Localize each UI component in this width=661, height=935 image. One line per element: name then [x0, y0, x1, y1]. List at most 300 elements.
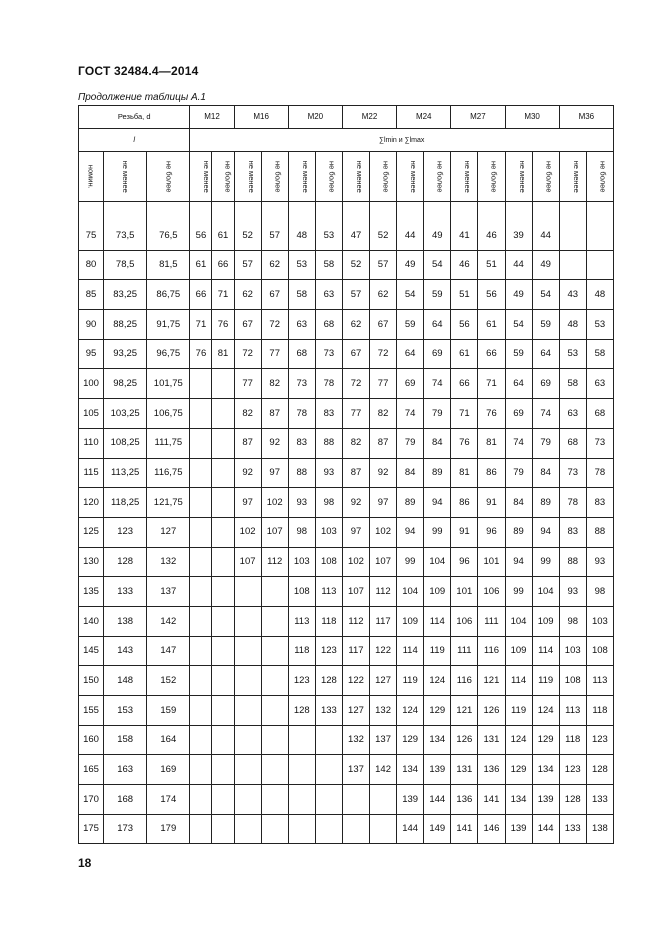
subheader-m22-min: не менее — [342, 152, 369, 202]
table-cell: 97 — [234, 488, 261, 518]
table-cell: 123 — [315, 636, 342, 666]
table-cell — [212, 814, 234, 844]
table-cell — [315, 814, 342, 844]
table-cell: 133 — [315, 696, 342, 726]
table-cell: 62 — [261, 250, 288, 280]
table-cell: 82 — [234, 399, 261, 429]
subheader-nomin: номин. — [79, 152, 104, 202]
table-cell: 141 — [451, 814, 478, 844]
table-cell: 54 — [397, 280, 424, 310]
table-cell: 99 — [532, 547, 559, 577]
table-cell: 98 — [586, 577, 613, 607]
table-cell — [234, 696, 261, 726]
thread-header-m36: M36 — [559, 106, 613, 129]
table-cell: 139 — [505, 814, 532, 844]
table-cell: 112 — [261, 547, 288, 577]
table-cell — [234, 814, 261, 844]
table-row — [79, 458, 614, 488]
table-cell — [212, 547, 234, 577]
table-row — [79, 310, 614, 340]
table-cell: 121,75 — [147, 488, 190, 518]
table-cell: 58 — [586, 339, 613, 369]
table-cell: 78 — [288, 399, 315, 429]
table-cell: 72 — [261, 310, 288, 340]
table-cell: 49 — [397, 250, 424, 280]
table-cell — [190, 458, 212, 488]
table-cell: 73 — [559, 458, 586, 488]
table-cell: 52 — [234, 221, 261, 250]
table-cell: 124 — [505, 725, 532, 755]
subheader-m30-max: не более — [532, 152, 559, 202]
table-row — [79, 428, 614, 458]
table-cell: 113,25 — [104, 458, 147, 488]
table-row — [79, 280, 614, 310]
subheader-m20-min: не менее — [288, 152, 315, 202]
table-row — [79, 488, 614, 518]
length-label-cell: l — [79, 129, 190, 152]
table-cell: 51 — [478, 250, 505, 280]
table-cell: 74 — [505, 428, 532, 458]
table-cell — [212, 577, 234, 607]
table-cell: 57 — [234, 250, 261, 280]
table-cell: 93,25 — [104, 339, 147, 369]
table-cell: 116 — [451, 666, 478, 696]
table-cell: 76 — [212, 310, 234, 340]
subheader-m20-max: не более — [315, 152, 342, 202]
table-row — [79, 725, 614, 755]
gap-cell — [397, 202, 424, 222]
table-cell: 63 — [315, 280, 342, 310]
table-cell — [190, 755, 212, 785]
table-cell: 77 — [261, 339, 288, 369]
table-cell: 76 — [478, 399, 505, 429]
table-cell: 118 — [288, 636, 315, 666]
table-cell: 119 — [424, 636, 451, 666]
table-cell — [190, 696, 212, 726]
table-cell: 69 — [532, 369, 559, 399]
table-cell — [288, 725, 315, 755]
table-cell: 106 — [478, 577, 505, 607]
table-cell: 142 — [370, 755, 397, 785]
table-cell: 134 — [532, 755, 559, 785]
table-cell: 61 — [451, 339, 478, 369]
table-cell: 107 — [342, 577, 369, 607]
table-cell — [315, 755, 342, 785]
subheader-m36-max: не более — [586, 152, 613, 202]
table-cell — [190, 666, 212, 696]
table-cell: 116 — [478, 636, 505, 666]
thread-header-m20: M20 — [288, 106, 342, 129]
table-cell: 56 — [451, 310, 478, 340]
table-cell: 107 — [261, 517, 288, 547]
table-cell: 114 — [505, 666, 532, 696]
table-cell: 93 — [586, 547, 613, 577]
dimensions-table — [78, 105, 614, 844]
table-cell: 87 — [261, 399, 288, 429]
table-cell: 87 — [370, 428, 397, 458]
table-cell: 127 — [147, 517, 190, 547]
table-cell: 136 — [478, 755, 505, 785]
table-cell: 82 — [261, 369, 288, 399]
table-cell: 79 — [397, 428, 424, 458]
table-cell: 57 — [370, 250, 397, 280]
table-cell: 62 — [342, 310, 369, 340]
subheader-m24-max: не более — [424, 152, 451, 202]
table-cell: 139 — [532, 785, 559, 815]
table-cell: 174 — [147, 785, 190, 815]
table-cell: 131 — [478, 725, 505, 755]
table-cell: 123 — [559, 755, 586, 785]
table-cell: 143 — [104, 636, 147, 666]
table-cell: 63 — [288, 310, 315, 340]
table-cell: 113 — [315, 577, 342, 607]
table-cell: 81 — [451, 458, 478, 488]
table-cell: 120 — [79, 488, 104, 518]
table-cell: 101 — [478, 547, 505, 577]
table-cell: 102 — [261, 488, 288, 518]
table-cell: 137 — [342, 755, 369, 785]
table-cell: 130 — [79, 547, 104, 577]
table-cell: 67 — [342, 339, 369, 369]
table-cell: 83 — [315, 399, 342, 429]
table-cell: 122 — [342, 666, 369, 696]
table-cell — [190, 725, 212, 755]
table-cell: 126 — [451, 725, 478, 755]
table-cell: 78 — [586, 458, 613, 488]
table-cell: 80 — [79, 250, 104, 280]
table-cell: 168 — [104, 785, 147, 815]
subheader-m22-max: не более — [370, 152, 397, 202]
table-cell: 61 — [190, 250, 212, 280]
table-cell: 59 — [424, 280, 451, 310]
table-cell: 84 — [532, 458, 559, 488]
gap-cell — [315, 202, 342, 222]
page-number: 18 — [78, 856, 92, 870]
table-cell: 59 — [397, 310, 424, 340]
table-cell: 108,25 — [104, 428, 147, 458]
table-cell: 56 — [478, 280, 505, 310]
table-row — [79, 517, 614, 547]
table-cell — [261, 696, 288, 726]
table-cell: 39 — [505, 221, 532, 250]
table-cell: 86 — [451, 488, 478, 518]
table-cell: 88,25 — [104, 310, 147, 340]
table-cell: 133 — [586, 785, 613, 815]
table-cell: 118 — [559, 725, 586, 755]
subheader-m36-min: не менее — [559, 152, 586, 202]
table-cell: 58 — [288, 280, 315, 310]
table-cell: 77 — [234, 369, 261, 399]
table-cell: 44 — [505, 250, 532, 280]
table-cell — [261, 725, 288, 755]
table-cell: 179 — [147, 814, 190, 844]
thread-header-m12: M12 — [190, 106, 234, 129]
table-row — [79, 814, 614, 844]
table-cell: 78,5 — [104, 250, 147, 280]
table-cell — [212, 517, 234, 547]
table-cell: 59 — [505, 339, 532, 369]
table-cell: 92 — [234, 458, 261, 488]
table-cell: 64 — [397, 339, 424, 369]
table-cell: 87 — [234, 428, 261, 458]
table-cell: 71 — [190, 310, 212, 340]
table-caption: Продолжение таблицы А.1 — [78, 92, 206, 103]
table-cell: 132 — [370, 696, 397, 726]
subheader-max: не более — [147, 152, 190, 202]
table-cell: 88 — [288, 458, 315, 488]
table-cell: 133 — [104, 577, 147, 607]
table-cell: 69 — [505, 399, 532, 429]
table-row — [79, 369, 614, 399]
table-cell: 79 — [424, 399, 451, 429]
table-cell: 75 — [79, 221, 104, 250]
table-cell: 87 — [342, 458, 369, 488]
table-cell — [234, 755, 261, 785]
gap-cell — [424, 202, 451, 222]
table-cell: 150 — [79, 666, 104, 696]
table-cell: 48 — [559, 310, 586, 340]
table-cell: 98 — [288, 517, 315, 547]
table-cell — [190, 606, 212, 636]
table-row — [79, 755, 614, 785]
table-cell — [234, 785, 261, 815]
table-cell: 111 — [451, 636, 478, 666]
table-cell: 128 — [315, 666, 342, 696]
table-cell: 94 — [505, 547, 532, 577]
table-cell: 58 — [315, 250, 342, 280]
table-cell — [190, 785, 212, 815]
table-cell — [261, 636, 288, 666]
table-cell: 64 — [424, 310, 451, 340]
gap-cell — [342, 202, 369, 222]
table-cell: 123 — [586, 725, 613, 755]
table-cell — [190, 577, 212, 607]
subheader-min: не менее — [104, 152, 147, 202]
subheader-m16-max: не более — [261, 152, 288, 202]
gap-cell — [451, 202, 478, 222]
table-cell: 119 — [397, 666, 424, 696]
header-row-threads — [79, 106, 614, 129]
table-cell: 146 — [478, 814, 505, 844]
table-cell: 64 — [532, 339, 559, 369]
table-row — [79, 547, 614, 577]
table-cell: 98 — [559, 606, 586, 636]
table-cell: 61 — [212, 221, 234, 250]
table-cell: 138 — [586, 814, 613, 844]
table-cell — [234, 606, 261, 636]
table-cell: 119 — [532, 666, 559, 696]
thread-header-m22: M22 — [342, 106, 396, 129]
table-cell: 103 — [315, 517, 342, 547]
table-cell: 66 — [190, 280, 212, 310]
table-cell: 142 — [147, 606, 190, 636]
table-cell — [234, 636, 261, 666]
table-cell — [190, 814, 212, 844]
table-cell: 128 — [586, 755, 613, 785]
table-cell: 169 — [147, 755, 190, 785]
table-cell: 68 — [586, 399, 613, 429]
table-cell: 76 — [451, 428, 478, 458]
table-cell — [261, 606, 288, 636]
table-cell — [234, 666, 261, 696]
table-cell: 108 — [288, 577, 315, 607]
table-cell: 136 — [451, 785, 478, 815]
table-cell — [212, 399, 234, 429]
table-cell: 124 — [397, 696, 424, 726]
table-cell: 111 — [478, 606, 505, 636]
table-cell: 56 — [190, 221, 212, 250]
table-cell — [261, 666, 288, 696]
table-cell: 133 — [559, 814, 586, 844]
table-cell: 134 — [424, 725, 451, 755]
table-cell: 82 — [370, 399, 397, 429]
table-cell: 68 — [288, 339, 315, 369]
table-cell — [559, 250, 586, 280]
table-cell: 122 — [370, 636, 397, 666]
subheader-m27-min: не менее — [451, 152, 478, 202]
table-cell: 173 — [104, 814, 147, 844]
thread-header-m24: M24 — [397, 106, 451, 129]
table-cell: 88 — [586, 517, 613, 547]
table-cell: 104 — [424, 547, 451, 577]
table-cell: 128 — [559, 785, 586, 815]
table-cell: 57 — [261, 221, 288, 250]
gap-cell — [261, 202, 288, 222]
table-cell: 71 — [478, 369, 505, 399]
table-cell: 83,25 — [104, 280, 147, 310]
gap-cell — [190, 202, 212, 222]
table-cell: 93 — [559, 577, 586, 607]
table-cell — [261, 814, 288, 844]
table-cell — [212, 488, 234, 518]
table-cell: 83 — [586, 488, 613, 518]
table-cell: 85 — [79, 280, 104, 310]
table-cell: 89 — [397, 488, 424, 518]
table-cell: 119 — [505, 696, 532, 726]
table-cell: 144 — [424, 785, 451, 815]
table-cell: 123 — [288, 666, 315, 696]
sum-label-cell: ∑lmin и ∑lmax — [190, 129, 614, 152]
table-cell: 116,75 — [147, 458, 190, 488]
table-cell: 63 — [559, 399, 586, 429]
table-cell: 109 — [532, 606, 559, 636]
header-row-subheaders — [79, 152, 614, 202]
table-cell: 57 — [342, 280, 369, 310]
table-cell — [212, 458, 234, 488]
table-cell: 76,5 — [147, 221, 190, 250]
table-cell: 53 — [586, 310, 613, 340]
table-cell: 81 — [212, 339, 234, 369]
thread-header-m30: M30 — [505, 106, 559, 129]
subheader-m24-min: не менее — [397, 152, 424, 202]
table-cell: 52 — [342, 250, 369, 280]
table-cell: 83 — [288, 428, 315, 458]
table-cell: 97 — [342, 517, 369, 547]
table-cell: 109 — [397, 606, 424, 636]
table-cell: 78 — [315, 369, 342, 399]
table-cell: 113 — [586, 666, 613, 696]
table-cell: 140 — [79, 606, 104, 636]
table-row — [79, 606, 614, 636]
table-cell: 48 — [288, 221, 315, 250]
table-cell: 147 — [147, 636, 190, 666]
table-cell: 94 — [424, 488, 451, 518]
table-cell — [288, 814, 315, 844]
subheader-m12-max: не более — [212, 152, 234, 202]
table-cell: 41 — [451, 221, 478, 250]
table-cell: 49 — [532, 250, 559, 280]
table-cell: 84 — [505, 488, 532, 518]
table-cell: 97 — [261, 458, 288, 488]
table-cell: 81,5 — [147, 250, 190, 280]
table-cell: 118 — [586, 696, 613, 726]
table-cell: 105 — [79, 399, 104, 429]
document-title: ГОСТ 32484.4—2014 — [78, 64, 199, 78]
table-cell: 92 — [261, 428, 288, 458]
table-cell — [190, 369, 212, 399]
subheader-m16-min: не менее — [234, 152, 261, 202]
table-cell: 51 — [451, 280, 478, 310]
table-cell: 90 — [79, 310, 104, 340]
table-cell: 159 — [147, 696, 190, 726]
table-cell: 163 — [104, 755, 147, 785]
table-cell: 88 — [559, 547, 586, 577]
table-cell: 49 — [424, 221, 451, 250]
gap-cell — [586, 202, 613, 222]
table-cell: 92 — [370, 458, 397, 488]
table-cell: 53 — [315, 221, 342, 250]
table-cell: 73,5 — [104, 221, 147, 250]
table-cell: 94 — [532, 517, 559, 547]
table-cell: 121 — [451, 696, 478, 726]
table-cell: 103,25 — [104, 399, 147, 429]
table-cell: 67 — [370, 310, 397, 340]
table-cell: 107 — [370, 547, 397, 577]
table-cell — [261, 755, 288, 785]
table-row — [79, 221, 614, 250]
table-cell — [212, 755, 234, 785]
table-cell: 63 — [586, 369, 613, 399]
table-cell: 104 — [532, 577, 559, 607]
table-cell: 89 — [532, 488, 559, 518]
table-row — [79, 696, 614, 726]
table-cell: 126 — [478, 696, 505, 726]
table-cell: 67 — [261, 280, 288, 310]
table-cell: 129 — [424, 696, 451, 726]
table-cell: 107 — [234, 547, 261, 577]
table-cell: 69 — [424, 339, 451, 369]
table-cell: 152 — [147, 666, 190, 696]
gap-cell — [559, 202, 586, 222]
table-cell — [234, 577, 261, 607]
table-cell: 112 — [370, 577, 397, 607]
table-cell: 77 — [370, 369, 397, 399]
table-cell — [342, 814, 369, 844]
table-cell: 97 — [370, 488, 397, 518]
table-cell — [559, 221, 586, 250]
table-cell: 145 — [79, 636, 104, 666]
subheader-m12-min: не менее — [190, 152, 212, 202]
table-cell: 158 — [104, 725, 147, 755]
table-cell: 74 — [397, 399, 424, 429]
table-cell: 101 — [451, 577, 478, 607]
table-cell: 139 — [397, 785, 424, 815]
table-cell — [261, 785, 288, 815]
table-cell: 46 — [451, 250, 478, 280]
table-row — [79, 577, 614, 607]
table-cell: 59 — [532, 310, 559, 340]
table-cell: 81 — [478, 428, 505, 458]
